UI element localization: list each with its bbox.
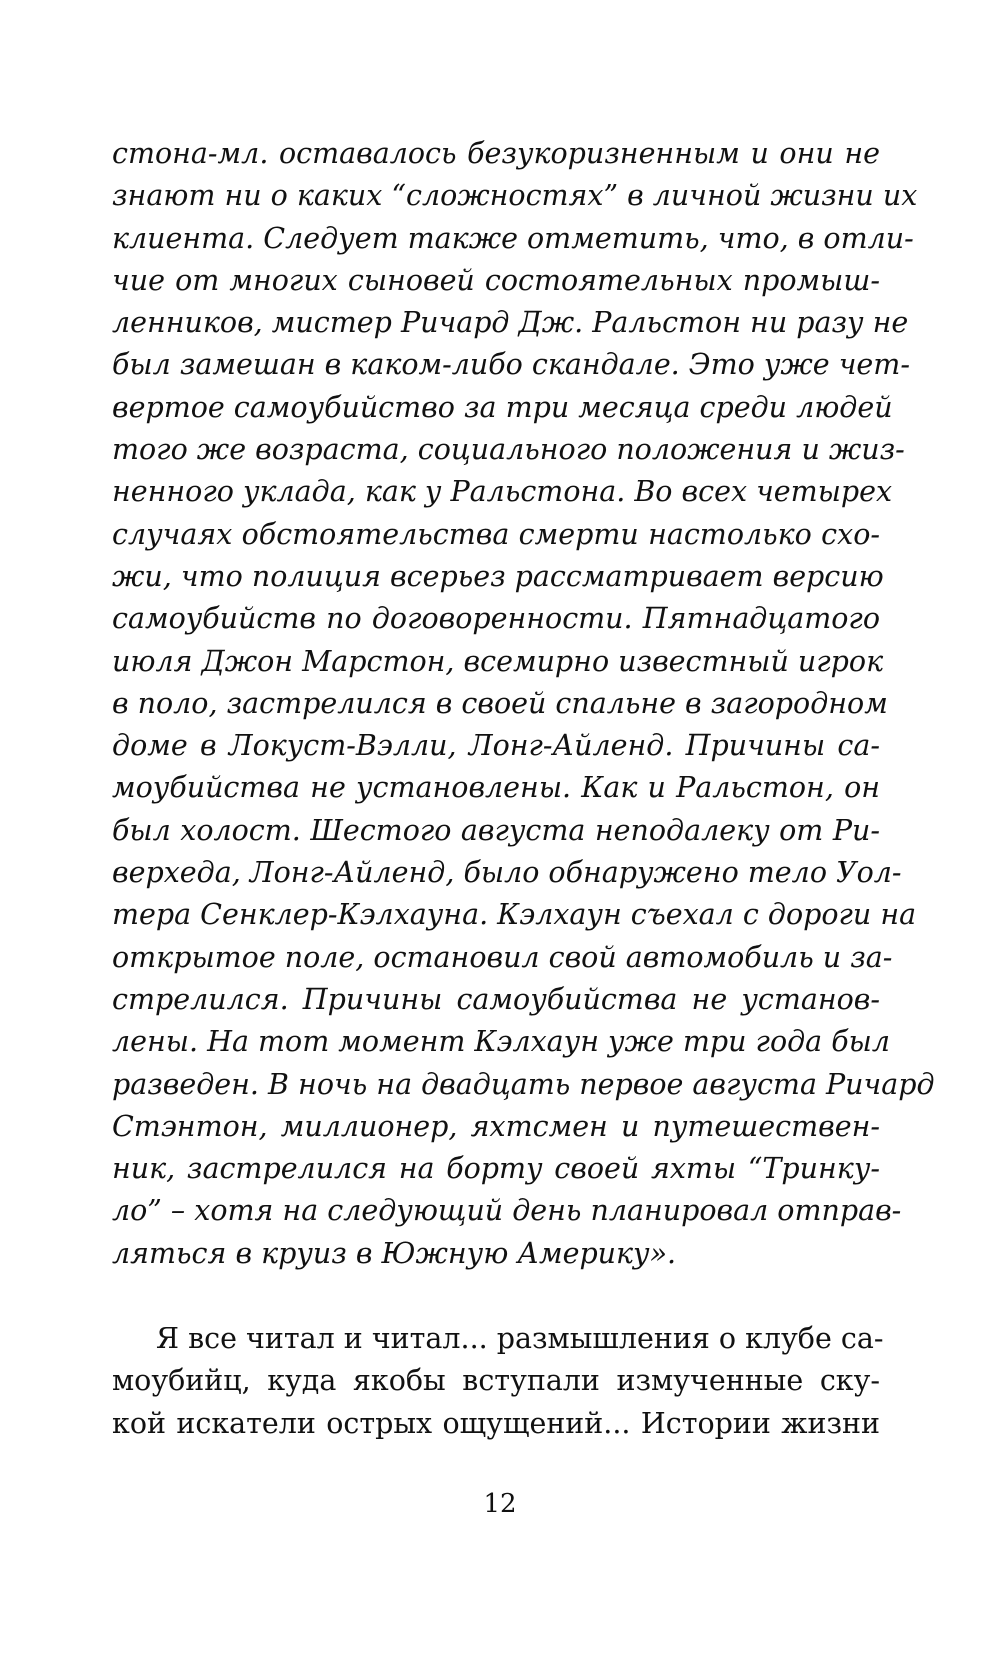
text-line: ло” – хотя на следующий день планировал отправ- [112,1194,902,1228]
text-line: ляться в круиз в Южную Америку». [112,1236,677,1270]
page-number: 12 [483,1489,517,1519]
text-line: Я все читал и читал... размышления о клубе са- [156,1322,884,1355]
text-line: жи, что полиция всерьез рассматривает версию [112,559,884,593]
text-line: открытое поле, остановил свой автомобиль и за- [112,940,893,974]
text-line: был замешан в каком-либо скандале. Это уже чет- [112,348,910,382]
text-line: стрелился. Причины самоубийства не установ- [112,982,880,1016]
text-line: в поло, застрелился в своей спальне в загородном [112,686,888,720]
text-line: Стэнтон, миллионер, яхтсмен и путешествен- [112,1109,880,1143]
text-line: самоубийств по договоренности. Пятнадцатого [112,602,880,636]
text-line: ник, застрелился на борту своей яхты “Тринку- [112,1152,880,1186]
text-line: ненного уклада, как у Ральстона. Во всех четырех [112,475,893,509]
text-line: был холост. Шестого августа неподалеку от Ри- [112,813,880,847]
text-line: моубийства не установлены. Как и Ральстон, он [112,771,880,805]
text-line: знают ни о каких “сложностях” в личной жизни их [112,179,918,213]
text-line: доме в Локуст-Вэлли, Лонг-Айленд. Причины са- [112,729,880,763]
text-line: вертое самоубийство за три месяца среди людей [112,390,893,424]
text-line: верхеда, Лонг-Айленд, было обнаружено тело Уол- [112,856,902,890]
text-line: тера Сенклер-Кэлхауна. Кэлхаун съехал с дороги на [112,898,917,932]
text-line: лены. На тот момент Кэлхаун уже три года был [112,1025,890,1059]
text-line: случаях обстоятельства смерти настолько схо- [112,517,880,551]
text-line: разведен. В ночь на двадцать первое августа Ричард [112,1067,935,1101]
text-line: того же возраста, социального положения и жиз- [112,433,905,467]
text-line: моубийц, куда якобы вступали измученные ску- [112,1364,880,1398]
italic-quote-paragraph [112,133,935,1275]
text-line: стона-мл. оставалось безукоризненным и они не [112,137,880,170]
text-line: кой искатели острых ощущений... Истории жизни [112,1406,880,1440]
text-line: ленников, мистер Ричард Дж. Ральстон ни разу не [112,306,909,340]
text-line: клиента. Следует также отметить, что, в отли- [112,221,914,255]
text-line: июля Джон Марстон, всемирно известный игрок [112,644,884,678]
body-paragraph [112,1318,884,1445]
text-line: чие от многих сыновей состоятельных промыш- [112,263,880,297]
